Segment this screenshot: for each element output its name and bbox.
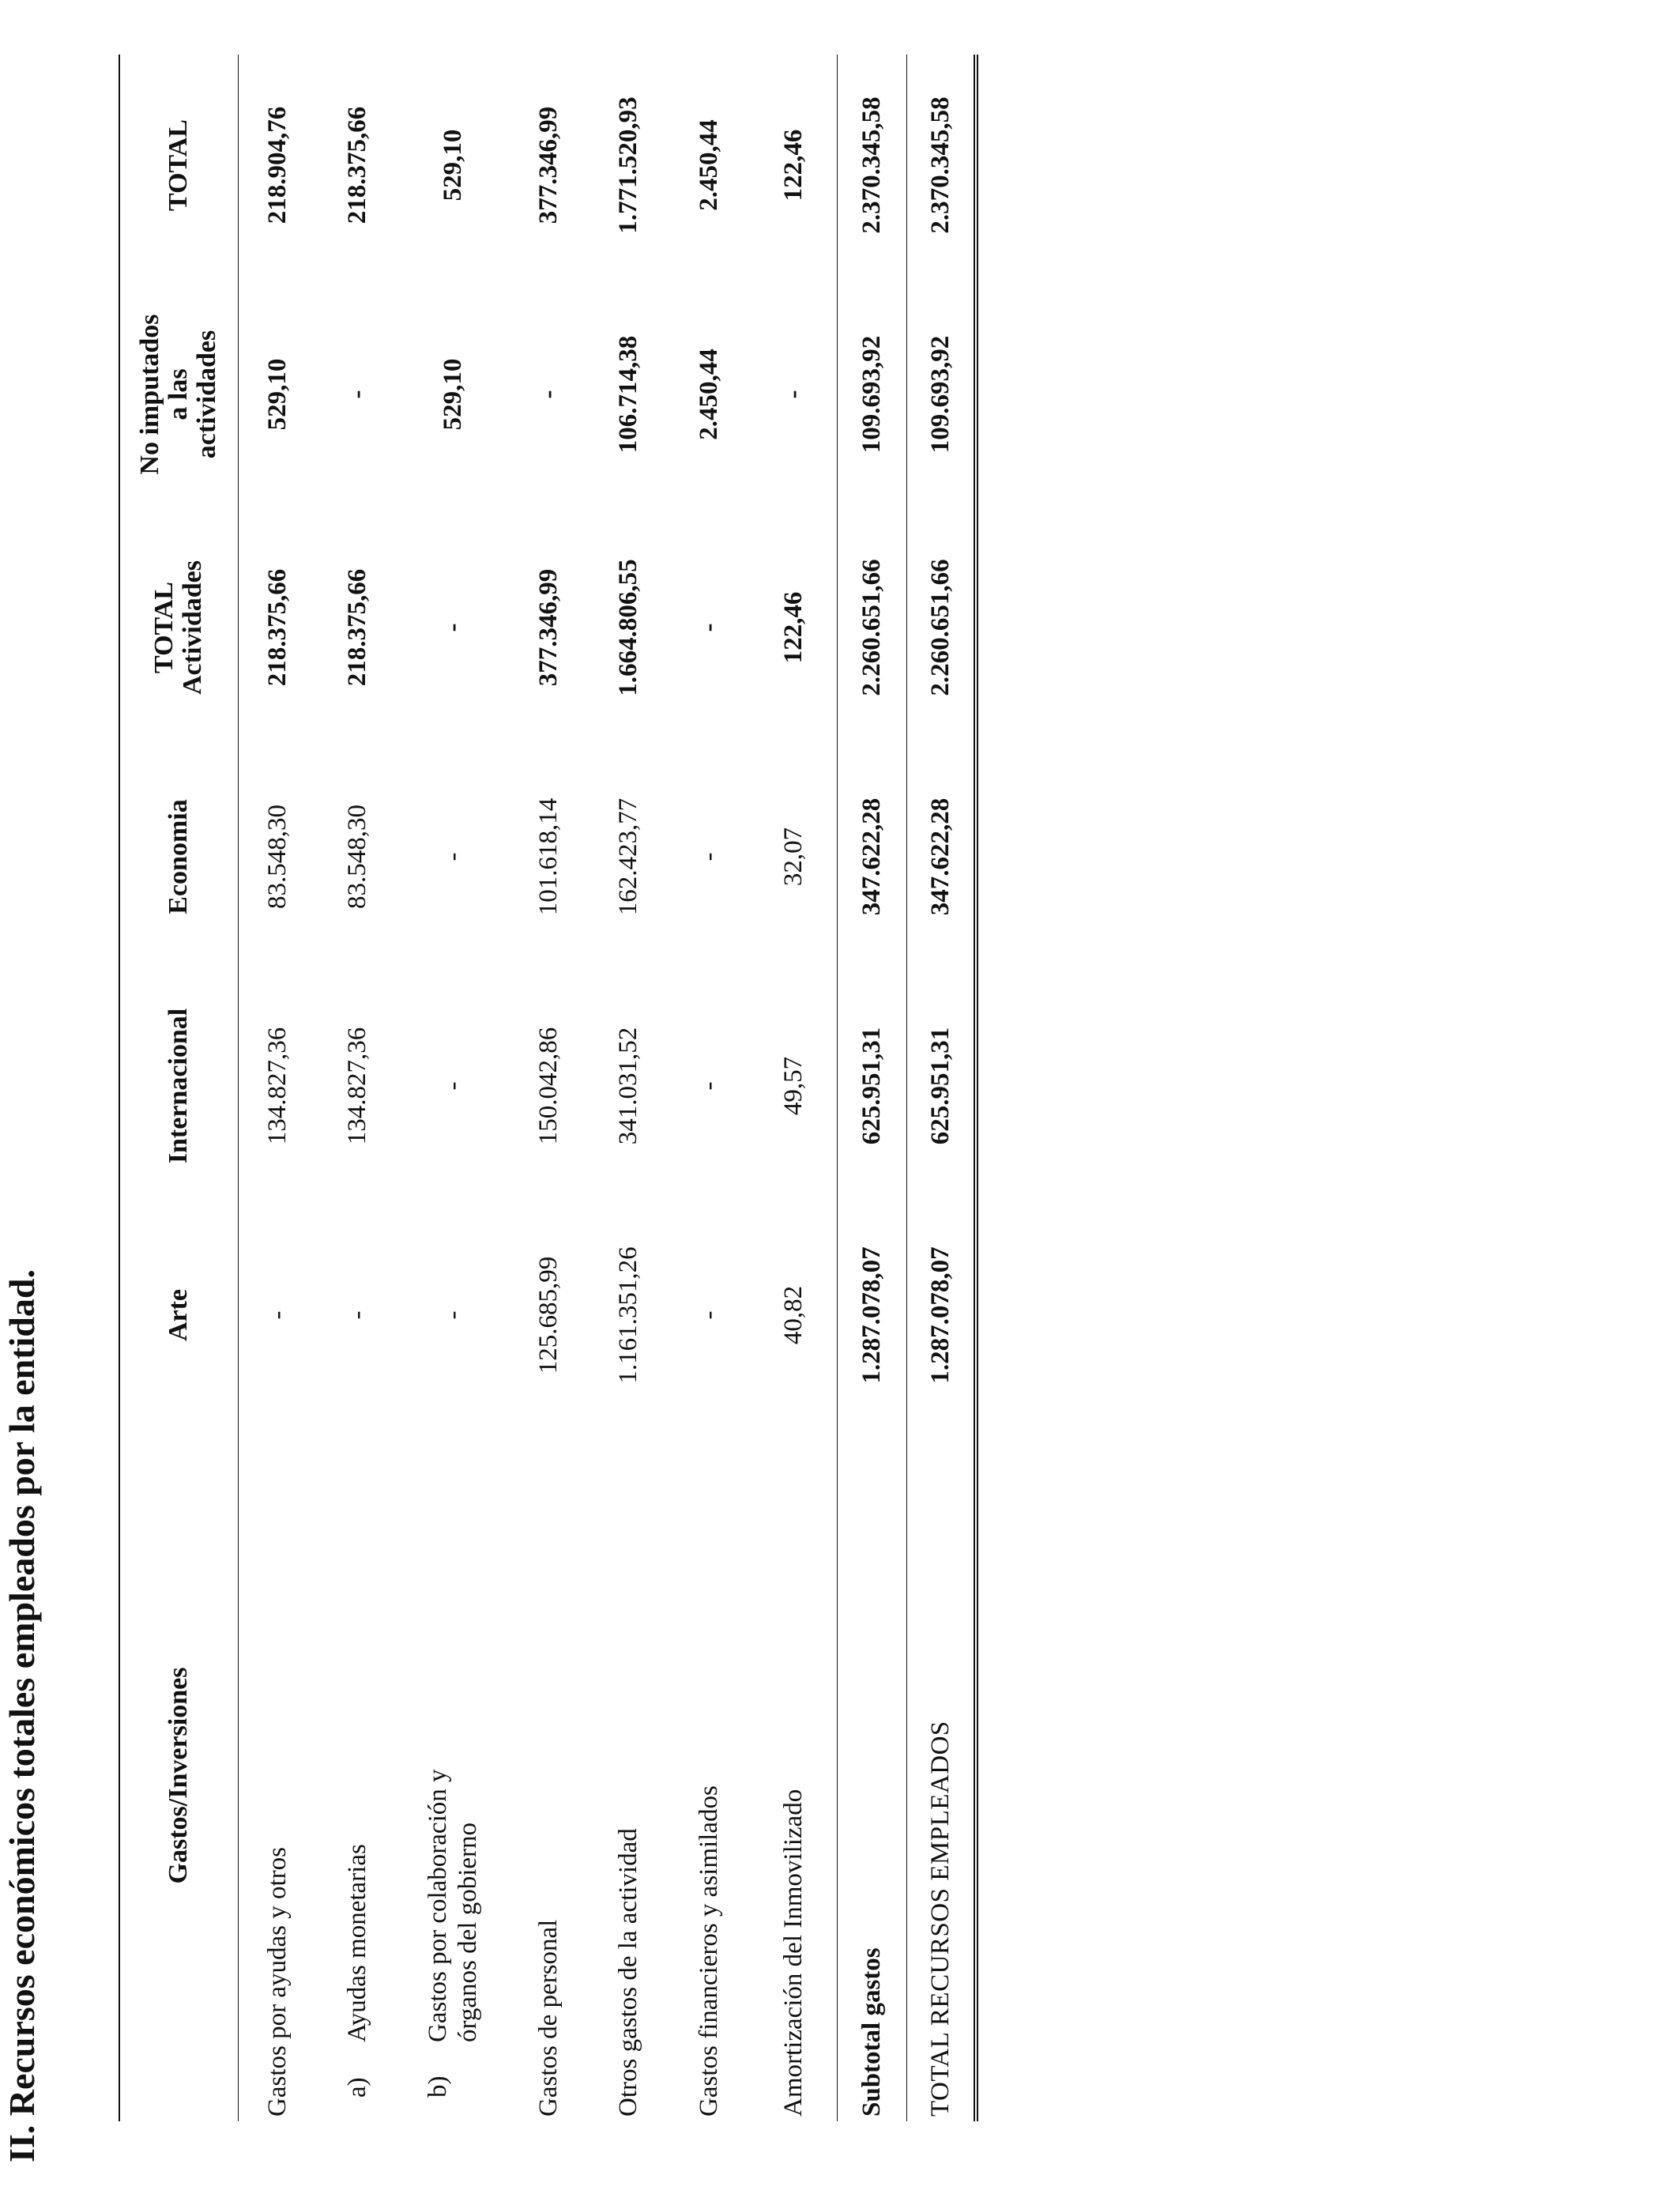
- grand-total-internacional: 625.951,31: [906, 971, 976, 1201]
- row-label: Gastos financieros y asimilados: [695, 1785, 723, 2117]
- cell-economia: 83.548,30: [263, 805, 292, 909]
- cell-total-actividades: 122,46: [778, 591, 808, 664]
- row-label-text: Gastos por colaboración y órganos del gobierno: [424, 1769, 482, 2042]
- header-no-imputados-line3: actividades: [192, 330, 222, 459]
- cell-no-imputados: -: [778, 390, 808, 399]
- row-label-text: Ayudas monetarias: [343, 1844, 371, 2042]
- section-title: II. Recursos económicos totales empleados por la entidad.: [2, 1269, 42, 2162]
- cell-internacional: 134.827,36: [263, 1027, 292, 1145]
- cell-internacional: -: [695, 1081, 723, 1091]
- cell-no-imputados: 529,10: [263, 358, 292, 431]
- cell-economia: 83.548,30: [343, 805, 371, 909]
- subtotal-internacional: 625.951,31: [837, 971, 906, 1201]
- header-total: TOTAL: [119, 55, 238, 276]
- cell-economia: 32,07: [778, 827, 808, 887]
- row-label: Amortización del Inmovilizado: [778, 1789, 808, 2117]
- subtotal-arte: 1.287.078,07: [837, 1201, 906, 1430]
- cell-internacional: -: [439, 1081, 467, 1091]
- table-row: [508, 55, 589, 2121]
- cell-arte: 1.161.351,26: [614, 1246, 642, 1384]
- table-row: [668, 55, 750, 2121]
- cell-economia: -: [439, 852, 467, 861]
- header-row: [119, 55, 238, 2121]
- row-label: [317, 1430, 397, 2121]
- grand-total-label: TOTAL RECURSOS EMPLEADOS: [906, 1430, 976, 2121]
- header-total-actividades-line1: TOTAL: [149, 582, 179, 673]
- row-label: [397, 1430, 508, 2121]
- table-row: [397, 55, 508, 2121]
- cell-internacional: 49,57: [778, 1056, 808, 1116]
- cell-no-imputados: 106.714,38: [614, 335, 642, 454]
- row-label: Gastos por ayudas y otros: [263, 1847, 292, 2117]
- header-economia: Economia: [119, 742, 238, 971]
- cell-total: 122,46: [778, 129, 808, 202]
- header-no-imputados-line1: No imputados: [135, 314, 165, 475]
- cell-total-actividades: 218.375,66: [343, 568, 371, 687]
- cell-no-imputados: -: [534, 390, 563, 399]
- grand-total-row: [906, 55, 976, 2121]
- cell-arte: -: [263, 1310, 292, 1320]
- table-row: [317, 55, 397, 2121]
- cell-total: 218.375,66: [343, 106, 371, 224]
- table-row: [589, 55, 668, 2121]
- row-letter: b): [424, 2075, 452, 2098]
- cell-no-imputados: -: [343, 390, 371, 399]
- cell-arte: 125.685,99: [534, 1256, 563, 1374]
- grand-total-total-actividades: 2.260.651,66: [906, 513, 976, 742]
- cell-total: 218.904,76: [263, 106, 292, 224]
- cell-arte: -: [343, 1310, 371, 1320]
- cell-economia: -: [695, 852, 723, 861]
- row-label: Gastos de personal: [534, 1919, 563, 2117]
- cell-internacional: 134.827,36: [343, 1027, 371, 1145]
- header-no-imputados-line2: a las: [164, 368, 194, 420]
- cell-arte: -: [695, 1310, 723, 1320]
- subtotal-label: Subtotal gastos: [837, 1430, 906, 2121]
- cell-total-actividades: 377.346,99: [534, 568, 563, 687]
- grand-total-arte: 1.287.078,07: [906, 1201, 976, 1430]
- cell-arte: -: [439, 1310, 467, 1320]
- header-total-actividades: [119, 513, 238, 742]
- cell-total: 1.771.520,93: [614, 96, 642, 234]
- cell-economia: 101.618,14: [534, 797, 563, 916]
- cell-internacional: 150.042,86: [534, 1027, 563, 1145]
- cell-total: 2.450,44: [695, 119, 723, 211]
- resources-table-container: [119, 55, 978, 2121]
- header-internacional: Internacional: [119, 971, 238, 1201]
- cell-total-actividades: -: [695, 623, 723, 632]
- cell-total-actividades: 218.375,66: [263, 568, 292, 687]
- header-gastos-inversiones: Gastos/Inversiones: [119, 1430, 238, 2121]
- table-row: [750, 55, 837, 2121]
- cell-total-actividades: -: [439, 623, 467, 632]
- subtotal-row: [837, 55, 906, 2121]
- table-row: [238, 55, 317, 2121]
- cell-no-imputados: 2.450,44: [695, 349, 723, 440]
- grand-total-total: 2.370.345,58: [906, 55, 976, 276]
- cell-total: 529,10: [439, 129, 467, 202]
- cell-no-imputados: 529,10: [439, 358, 467, 431]
- subtotal-total: 2.370.345,58: [837, 55, 906, 276]
- grand-total-economia: 347.622,28: [906, 742, 976, 971]
- grand-total-no-imputados: 109.693,92: [906, 276, 976, 513]
- subtotal-economia: 347.622,28: [837, 742, 906, 971]
- subtotal-no-imputados: 109.693,92: [837, 276, 906, 513]
- cell-internacional: 341.031,52: [614, 1027, 642, 1145]
- resources-table: [119, 55, 978, 2121]
- header-no-imputados: [119, 276, 238, 513]
- cell-economia: 162.423,77: [614, 797, 642, 916]
- row-label: Otros gastos de la actividad: [614, 1828, 642, 2117]
- cell-arte: 40,82: [778, 1285, 808, 1345]
- cell-total-actividades: 1.664.806,55: [614, 559, 642, 696]
- subtotal-total-actividades: 2.260.651,66: [837, 513, 906, 742]
- header-arte: Arte: [119, 1201, 238, 1430]
- row-letter: a): [343, 2077, 371, 2098]
- cell-total: 377.346,99: [534, 106, 563, 224]
- header-total-actividades-line2: Actividades: [178, 560, 208, 695]
